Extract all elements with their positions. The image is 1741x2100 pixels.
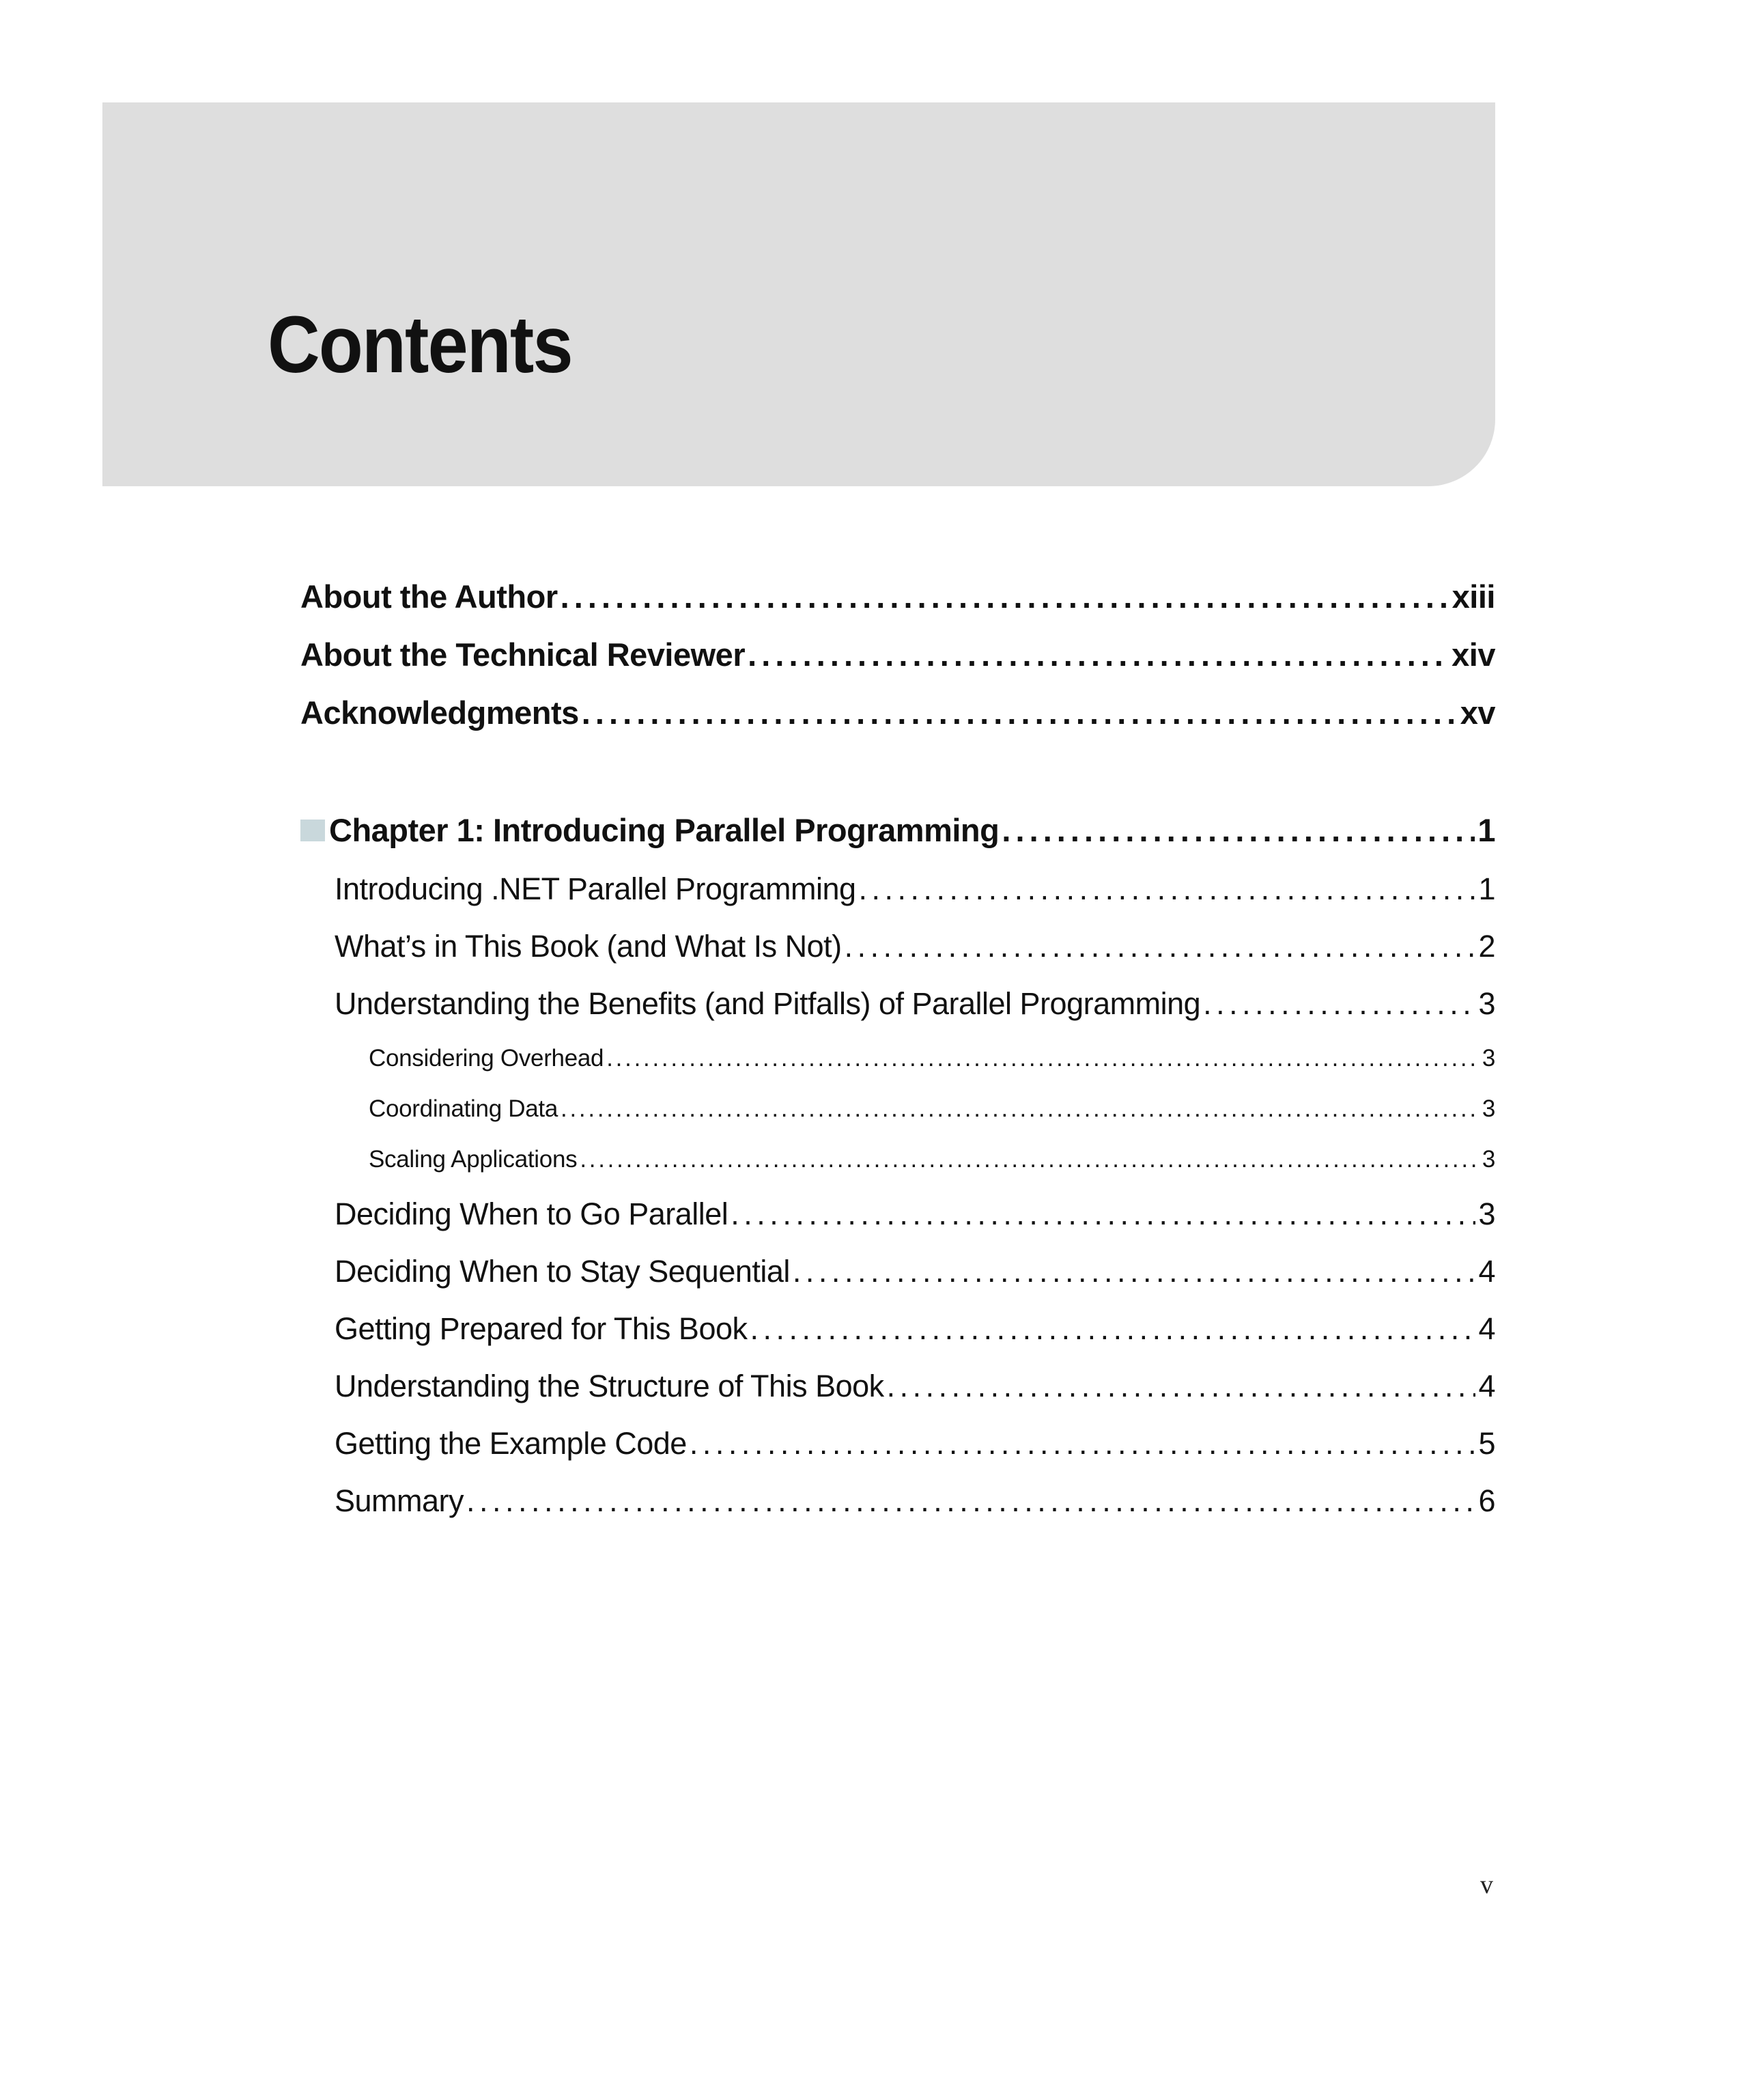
toc-page-number: xiii	[1452, 578, 1495, 615]
toc-entry-section[interactable]	[335, 929, 1495, 964]
dot-leader	[748, 636, 1449, 673]
toc-entry-section[interactable]	[335, 1254, 1495, 1289]
toc-entry-acknowledgments[interactable]	[300, 694, 1495, 731]
dot-leader	[582, 694, 1458, 731]
toc-entry-label: What’s in This Book (and What Is Not)	[335, 929, 842, 964]
toc-entry-section[interactable]	[335, 871, 1495, 907]
dot-leader	[466, 1483, 1475, 1519]
dot-leader	[1002, 811, 1475, 849]
dot-leader	[859, 871, 1476, 907]
toc-entry-label: Summary	[335, 1483, 464, 1518]
toc-entry-about-technical-reviewer[interactable]	[300, 636, 1495, 673]
toc-page-number: 1	[1478, 871, 1495, 906]
toc-entry-subsection[interactable]	[369, 1045, 1495, 1072]
dot-leader	[1203, 986, 1475, 1022]
page-folio: v	[1480, 1871, 1493, 1899]
toc-page-number: 3	[1482, 1146, 1495, 1173]
toc-entry-label: Scaling Applications	[369, 1146, 578, 1173]
toc-entry-section[interactable]	[335, 1311, 1495, 1347]
dot-leader	[845, 929, 1476, 964]
toc-page-number: 2	[1478, 929, 1495, 964]
toc-entry-label: Deciding When to Stay Sequential	[335, 1254, 790, 1289]
page-title: Contents	[268, 300, 572, 390]
dot-leader	[580, 1146, 1480, 1173]
toc-entry-label: Understanding the Structure of This Book	[335, 1369, 884, 1403]
toc-entry-label: Acknowledgments	[300, 695, 579, 731]
toc-entry-label: Considering Overhead	[369, 1045, 604, 1072]
toc-entry-chapter-1[interactable]	[300, 811, 1495, 849]
dot-leader	[793, 1254, 1476, 1289]
toc-entry-label: Chapter 1: Introducing Parallel Programming	[329, 812, 1000, 848]
dot-leader	[606, 1045, 1480, 1072]
toc-entry-label: Understanding the Benefits (and Pitfalls) of Parallel Programming	[335, 986, 1201, 1021]
toc-page-number: 4	[1478, 1254, 1495, 1289]
toc-entry-label: Getting the Example Code	[335, 1426, 687, 1461]
dot-leader	[561, 578, 1449, 615]
toc-page-number: 6	[1478, 1483, 1495, 1518]
toc-page-number: 3	[1482, 1095, 1495, 1122]
toc-page-number: xiv	[1452, 636, 1495, 673]
toc-page-number: xv	[1460, 695, 1495, 731]
dot-leader	[887, 1369, 1476, 1404]
dot-leader	[690, 1426, 1476, 1461]
toc-entry-section[interactable]	[335, 1426, 1495, 1461]
toc-page-number: 1	[1477, 812, 1495, 848]
toc-entry-section[interactable]	[335, 986, 1495, 1022]
toc-entry-label: Coordinating Data	[369, 1095, 558, 1122]
toc-page-number: 4	[1478, 1311, 1495, 1346]
toc-page-number: 5	[1478, 1426, 1495, 1461]
toc-entry-section[interactable]	[335, 1369, 1495, 1404]
toc-entry-about-author[interactable]	[300, 578, 1495, 615]
toc-entry-label: About the Technical Reviewer	[300, 636, 746, 673]
toc-entry-subsection[interactable]	[369, 1146, 1495, 1173]
toc-entry-label: Getting Prepared for This Book	[335, 1311, 748, 1346]
toc-page-number: 3	[1482, 1045, 1495, 1072]
toc-chapter-label-group	[300, 811, 999, 849]
toc-entry-label: About the Author	[300, 578, 558, 615]
toc-entry-section[interactable]	[335, 1483, 1495, 1519]
toc-entry-subsection[interactable]	[369, 1095, 1495, 1123]
toc-page-number: 4	[1478, 1369, 1495, 1403]
toc-page-number: 3	[1478, 986, 1495, 1021]
dot-leader	[750, 1311, 1476, 1347]
toc-entry-section[interactable]	[335, 1196, 1495, 1232]
toc-entry-label: Introducing .NET Parallel Programming	[335, 871, 856, 906]
toc-page-number: 3	[1478, 1196, 1495, 1231]
dot-leader	[561, 1095, 1480, 1123]
chapter-marker-icon	[300, 820, 325, 841]
dot-leader	[731, 1196, 1475, 1232]
toc-entry-label: Deciding When to Go Parallel	[335, 1196, 728, 1231]
